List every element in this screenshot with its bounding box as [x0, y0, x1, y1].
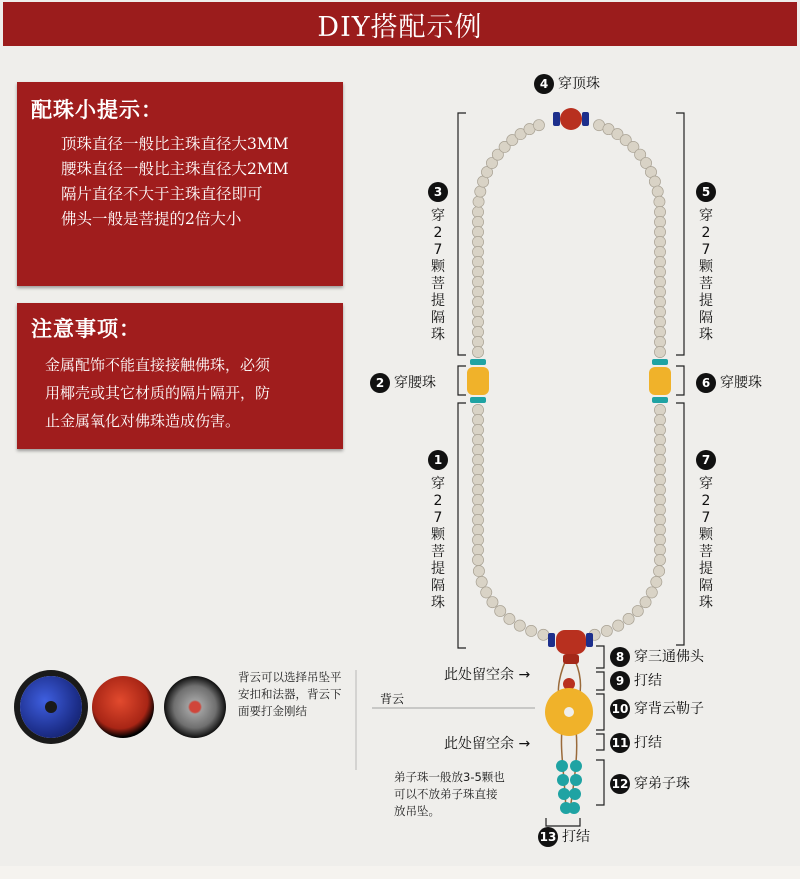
bodhi-bead — [495, 605, 506, 616]
space-note-bottom: 此处留空余 → — [444, 736, 531, 752]
bodhi-bead — [472, 216, 483, 227]
step2-number: 2 — [370, 373, 390, 393]
bracket-left-waist — [458, 366, 466, 395]
bodhi-bead — [651, 576, 662, 587]
disciple-bead — [570, 774, 582, 786]
loop-beads — [472, 120, 665, 641]
bodhi-bead — [654, 484, 665, 495]
bracket-right-waist — [676, 366, 684, 395]
step3-text: 穿27颗菩提隔珠 — [431, 208, 445, 343]
disciple-bead — [568, 802, 580, 814]
bodhi-bead — [472, 346, 483, 357]
bodhi-bead — [472, 424, 483, 435]
bodhi-bead — [654, 544, 665, 555]
step2-text: 穿腰珠 — [394, 375, 436, 391]
bodhi-bead — [504, 613, 515, 624]
step7-label — [696, 450, 716, 612]
lapis-spacer — [582, 112, 589, 126]
dizi-note: 弟子珠一般放3-5颗也可以不放弟子珠直接放吊坠。 — [394, 770, 505, 818]
step12-label — [610, 773, 690, 794]
bodhi-bead — [472, 236, 483, 247]
bracket-right-bottom — [676, 403, 684, 645]
lapis-pendant-thumbnail — [20, 676, 82, 738]
bodhi-bead — [654, 316, 665, 327]
bodhi-bead — [649, 176, 660, 187]
pendant-hole — [45, 701, 57, 713]
step12-number: 12 — [610, 774, 630, 794]
bodhi-bead — [654, 534, 665, 545]
bodhi-bead — [472, 286, 483, 297]
step13-text: 打结 — [562, 829, 590, 845]
disciple-bead — [556, 760, 568, 772]
tips-line: 腰珠直径一般比主珠直径大2MM — [61, 160, 289, 178]
bodhi-bead — [652, 186, 663, 197]
bracket-step10 — [596, 694, 604, 730]
step5-number: 5 — [696, 182, 716, 202]
bodhi-bead — [472, 484, 483, 495]
step12-text: 穿弟子珠 — [634, 776, 690, 792]
bodhi-bead — [538, 629, 549, 640]
bodhi-bead — [472, 336, 483, 347]
bodhi-bead — [654, 276, 665, 287]
bodhi-bead — [472, 256, 483, 267]
step10-number: 10 — [610, 699, 630, 719]
step4-text: 穿顶珠 — [558, 76, 600, 92]
disciple-bead — [557, 774, 569, 786]
bracket-right-top — [676, 113, 684, 355]
step1-number: 1 — [428, 450, 448, 470]
bodhi-bead — [654, 474, 665, 485]
bodhi-bead — [654, 226, 665, 237]
bodhi-bead — [654, 504, 665, 515]
space-note-top: 此处留空余 → — [444, 667, 531, 683]
turquoise-spacer — [652, 397, 668, 403]
notes-line: 止金属氧化对佛珠造成伤害。 — [45, 412, 241, 430]
bodhi-bead — [472, 246, 483, 257]
bodhi-bead — [654, 326, 665, 337]
step11-label — [610, 732, 662, 753]
bodhi-bead — [601, 625, 612, 636]
step6-number: 6 — [696, 373, 716, 393]
cinnabar-pendant-thumbnail — [92, 676, 154, 738]
bodhi-bead — [472, 276, 483, 287]
bodhi-bead — [654, 444, 665, 455]
bodhi-bead — [472, 296, 483, 307]
turquoise-spacer — [652, 359, 668, 365]
bracket-step9 — [596, 672, 604, 690]
step7-number: 7 — [696, 450, 716, 470]
bracket-step11 — [596, 734, 604, 750]
turquoise-spacer — [470, 359, 486, 365]
peace-buckle-hole — [564, 707, 574, 717]
bracket-left-bottom — [458, 403, 466, 648]
bodhi-bead — [472, 544, 483, 555]
step8-number: 8 — [610, 647, 630, 667]
turquoise-spacer — [470, 397, 486, 403]
step13-label — [538, 826, 590, 847]
bodhi-bead — [632, 605, 643, 616]
top-bead — [560, 108, 582, 130]
step9-number: 9 — [610, 671, 630, 691]
step5-label — [696, 182, 716, 344]
bodhi-bead — [654, 246, 665, 257]
bracket-step8 — [596, 646, 604, 668]
bodhi-bead — [646, 587, 657, 598]
bodhi-bead — [654, 494, 665, 505]
bodhi-bead — [654, 424, 665, 435]
step6-label — [696, 372, 762, 393]
bodhi-bead — [514, 620, 525, 631]
step8-text: 穿三通佛头 — [634, 649, 704, 665]
bodhi-bead — [654, 524, 665, 535]
bodhi-bead — [654, 206, 665, 217]
tips-title: 配珠小提示： — [31, 98, 163, 122]
bodhi-bead — [654, 464, 665, 475]
vajra-pendant-thumbnail — [164, 676, 226, 738]
bodhi-bead — [472, 266, 483, 277]
bodhi-bead — [654, 404, 665, 415]
bodhi-bead — [472, 534, 483, 545]
step4-label — [534, 73, 600, 94]
bodhi-bead — [472, 434, 483, 445]
bodhi-bead — [613, 620, 624, 631]
bodhi-bead — [472, 316, 483, 327]
beiyun-note: 背云可以选择吊坠平安扣和法器，背云下面要打金刚结 — [238, 670, 342, 718]
bracket-step12 — [596, 760, 604, 805]
bodhi-bead — [654, 256, 665, 267]
bodhi-bead — [472, 414, 483, 425]
bodhi-bead — [654, 336, 665, 347]
lapis-spacer — [553, 112, 560, 126]
bodhi-bead — [472, 504, 483, 515]
step1-text: 穿27颗菩提隔珠 — [431, 476, 445, 611]
notes-title: 注意事项： — [31, 317, 141, 341]
bodhi-bead — [653, 566, 664, 577]
guru-bead — [556, 630, 586, 654]
disciple-bead — [558, 788, 570, 800]
bodhi-bead — [472, 404, 483, 415]
bodhi-bead — [654, 306, 665, 317]
step8-label — [610, 646, 704, 667]
step5-text: 穿27颗菩提隔珠 — [699, 208, 713, 343]
bodhi-bead — [533, 120, 544, 131]
bodhi-bead — [476, 576, 487, 587]
bodhi-bead — [654, 216, 665, 227]
step9-label — [610, 670, 662, 691]
bodhi-bead — [526, 625, 537, 636]
step11-number: 11 — [610, 733, 630, 753]
bodhi-bead — [473, 566, 484, 577]
bodhi-bead — [654, 346, 665, 357]
step10-text: 穿背云勒子 — [634, 701, 704, 717]
page-title: DIY搭配示例 — [317, 11, 483, 43]
bodhi-bead — [472, 206, 483, 217]
waist-bead-left — [467, 367, 489, 395]
bodhi-bead — [654, 514, 665, 525]
step3-label — [428, 182, 448, 344]
step11-text: 打结 — [634, 735, 662, 751]
step13-number: 13 — [538, 827, 558, 847]
beiyun-label: 背云 — [380, 692, 405, 706]
step3-number: 3 — [428, 182, 448, 202]
step7-text: 穿27颗菩提隔珠 — [699, 476, 713, 611]
bodhi-bead — [481, 587, 492, 598]
bracket-step13 — [546, 818, 580, 826]
bodhi-bead — [472, 474, 483, 485]
lapis-spacer — [548, 633, 555, 647]
bodhi-bead — [472, 326, 483, 337]
guru-bead-stem — [563, 654, 579, 664]
bodhi-bead — [472, 454, 483, 465]
step6-text: 穿腰珠 — [720, 375, 762, 391]
step9-text: 打结 — [634, 673, 662, 689]
bracket-left-top — [458, 113, 466, 355]
step4-number: 4 — [534, 74, 554, 94]
tips-line: 隔片直径不大于主珠直径即可 — [61, 185, 263, 203]
step2-label — [370, 372, 436, 393]
disciple-bead — [569, 788, 581, 800]
bottom-strip — [0, 866, 800, 879]
step1-label — [428, 450, 448, 612]
bodhi-bead — [472, 444, 483, 455]
disciple-bead — [570, 760, 582, 772]
bodhi-bead — [654, 554, 665, 565]
notes-line: 金属配饰不能直接接触佛珠，必须 — [45, 356, 271, 374]
lapis-spacer — [586, 633, 593, 647]
bodhi-bead — [654, 414, 665, 425]
bodhi-bead — [654, 236, 665, 247]
bodhi-bead — [472, 514, 483, 525]
bodhi-bead — [472, 524, 483, 535]
bodhi-bead — [472, 554, 483, 565]
waist-bead-right — [649, 367, 671, 395]
bodhi-bead — [654, 266, 665, 277]
bodhi-bead — [654, 196, 665, 207]
bodhi-bead — [654, 454, 665, 465]
bodhi-bead — [473, 196, 484, 207]
bodhi-bead — [472, 464, 483, 475]
step10-label — [610, 698, 704, 719]
bodhi-bead — [654, 434, 665, 445]
tips-line: 佛头一般是菩提的2倍大小 — [61, 210, 242, 228]
bracket-lines — [356, 113, 684, 826]
bodhi-bead — [487, 597, 498, 608]
bodhi-bead — [475, 186, 486, 197]
tips-line: 顶珠直径一般比主珠直径大3MM — [61, 135, 289, 153]
bodhi-bead — [623, 613, 634, 624]
notes-line: 用椰壳或其它材质的隔片隔开，防 — [45, 384, 271, 402]
bodhi-bead — [640, 597, 651, 608]
bodhi-bead — [472, 226, 483, 237]
bodhi-bead — [472, 494, 483, 505]
bodhi-bead — [654, 296, 665, 307]
bodhi-bead — [472, 306, 483, 317]
bodhi-bead — [654, 286, 665, 297]
